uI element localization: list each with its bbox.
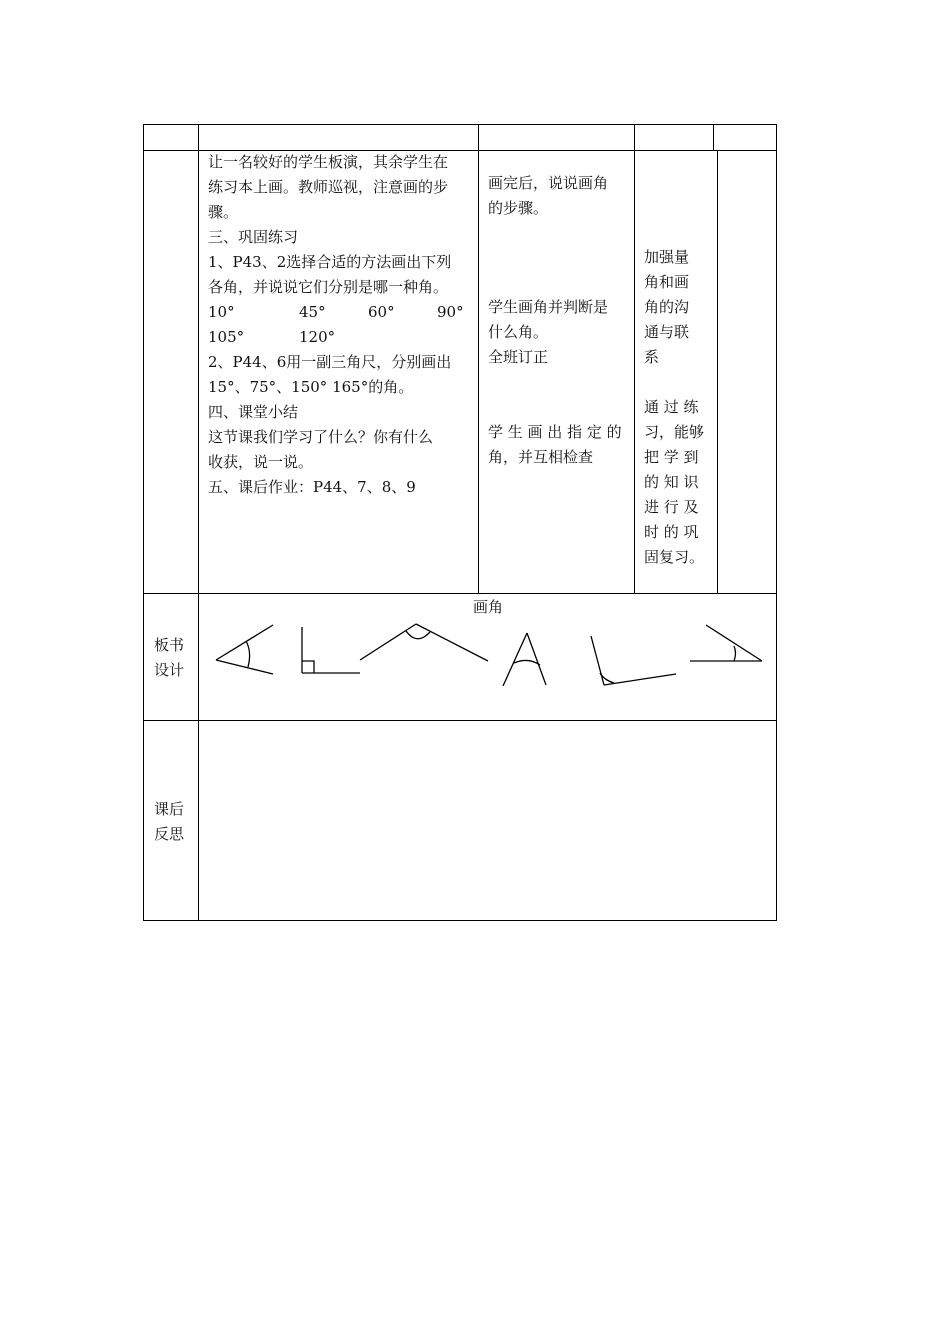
- intent-line: 通与联: [644, 323, 690, 341]
- step-line: 练习本上画。教师巡视，注意画的步: [208, 178, 449, 196]
- label-column-border: [198, 124, 199, 921]
- table-top-border: [143, 124, 777, 125]
- board-design-label: 设计: [154, 661, 185, 679]
- activity-line: 角，并互相检查: [488, 448, 594, 466]
- content-row-bottom-border: [143, 593, 777, 594]
- board-design-label: 板书: [154, 636, 185, 654]
- intent-line: 把 学 到: [644, 448, 699, 466]
- angle-value: 45°: [299, 303, 326, 321]
- intent-line: 进 行 及: [644, 498, 699, 516]
- upright-acute-angle-drawing: [503, 633, 546, 686]
- step-line: 收获，说一说。: [208, 453, 314, 471]
- activity-line: 的步骤。: [488, 199, 549, 217]
- intent-line: 角的沟: [644, 298, 690, 316]
- step-line: 2、P44、6用一副三角尺，分别画出: [208, 353, 452, 371]
- activity-column-border: [634, 124, 635, 594]
- intent-line: 通 过 练: [644, 398, 699, 416]
- angle-value: 120°: [299, 328, 336, 346]
- step-line: 15°、75°、150° 165°的角。: [208, 378, 414, 396]
- steps-column-border: [478, 124, 479, 594]
- activity-line: 什么角。: [488, 323, 549, 341]
- angle-value: 105°: [208, 328, 245, 346]
- intent-line: 系: [644, 348, 660, 366]
- step-line: 这节课我们学习了什么？你有什么: [208, 428, 434, 446]
- board-angle-drawings: [200, 595, 776, 719]
- section-heading: 三、巩固练习: [208, 228, 299, 246]
- angle-value: 60°: [368, 303, 395, 321]
- reflection-label: 反思: [154, 825, 185, 843]
- intent-column-border: [717, 150, 718, 594]
- wide-angle-drawing: [591, 636, 676, 685]
- intent-line: 角和画: [644, 273, 690, 291]
- narrow-angle-drawing: [690, 625, 762, 661]
- intent-line: 加强量: [644, 248, 690, 266]
- angle-value: 10°: [208, 303, 235, 321]
- table-bottom-border: [143, 920, 777, 921]
- board-title: 画角: [473, 598, 504, 616]
- activity-line: 学 生 画 出 指 定 的: [488, 423, 622, 441]
- activity-line: 学生画角并判断是: [488, 298, 609, 316]
- board-row-bottom-border: [143, 720, 777, 721]
- acute-angle-drawing: [216, 625, 273, 674]
- step-line: 让一名较好的学生板演，其余学生在: [208, 153, 449, 171]
- reflection-label: 课后: [154, 800, 185, 818]
- section-heading: 五、课后作业：P44、7、8、9: [208, 478, 416, 496]
- activity-line: 全班订正: [488, 348, 549, 366]
- right-angle-drawing: [302, 627, 360, 673]
- step-line: 各角，并说说它们分别是哪一种角。: [208, 278, 449, 296]
- section-heading: 四、课堂小结: [208, 403, 299, 421]
- intent-line: 时 的 巩: [644, 523, 699, 541]
- step-line: 骤。: [208, 203, 239, 221]
- obtuse-angle-drawing: [360, 624, 488, 661]
- step-line: 1、P43、2选择合适的方法画出下列: [208, 253, 452, 271]
- intent-line: 的 知 识: [644, 473, 699, 491]
- intent-line: 习，能够: [644, 423, 705, 441]
- intent-column-border-top: [713, 124, 714, 151]
- angle-value: 90°: [437, 303, 464, 321]
- intent-line: 固复习。: [644, 548, 705, 566]
- activity-line: 画完后，说说画角: [488, 174, 609, 192]
- table-left-border: [143, 124, 144, 921]
- table-right-border: [776, 124, 777, 921]
